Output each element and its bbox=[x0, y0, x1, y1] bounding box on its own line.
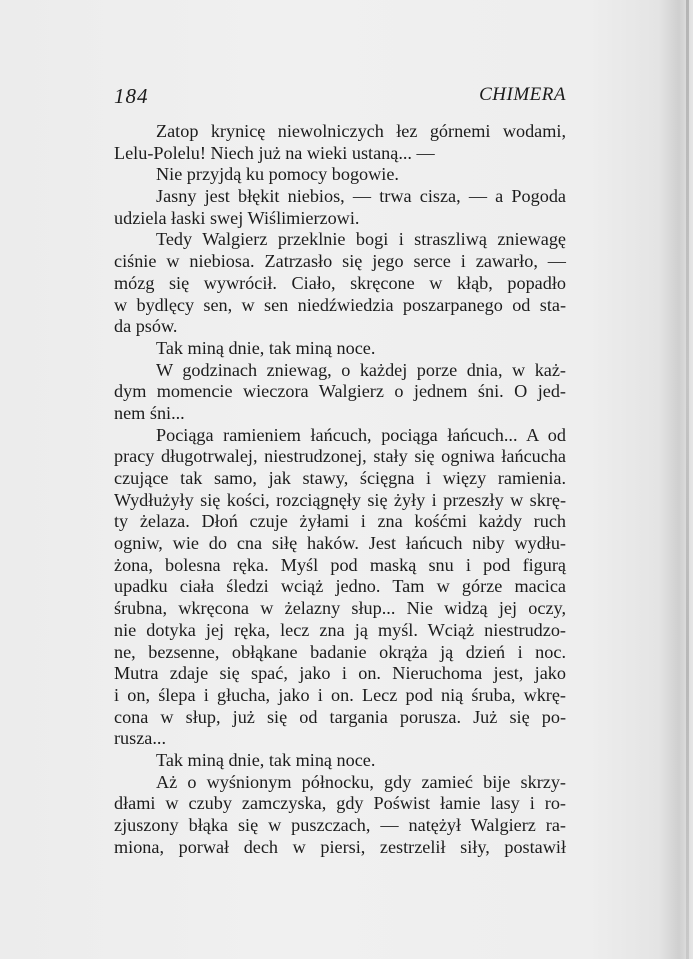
text-line: Wydłużyły się kości, rozciągnęły się żyły i przeszły w skrę- bbox=[114, 489, 566, 510]
text-line: miona, porwał dech w piersi, zestrzelił siły, postawił bbox=[114, 836, 566, 857]
text-line: w bydlęcy sen, w sen niedźwiedzia poszarpanego od sta- bbox=[114, 294, 566, 315]
text-line: Tedy Walgierz przeklnie bogi i straszliwą zniewagę bbox=[156, 229, 566, 250]
running-title: CHIMERA bbox=[479, 84, 566, 105]
page-edge-shadow bbox=[686, 0, 689, 959]
text-line: Zatop krynicę niewolniczych łez górnemi wodami, bbox=[156, 121, 566, 141]
text-line: ciśnie w niebiosa. Zatrzasło się jego serce i zawarło, — bbox=[114, 251, 566, 272]
text-line: czujące tak samo, jak stawy, ścięgna i więzy ramienia. bbox=[114, 468, 566, 488]
text-line: Tak miną dnie, tak miną noce. bbox=[156, 749, 376, 770]
text-line: mózg się wywrócił. Ciało, skręcone w kłąb, popadło bbox=[114, 272, 566, 293]
text-line: Nie przyjdą ku pomocy bogowie. bbox=[156, 164, 399, 185]
text-line: upadku ciała śledzi wciąż jedno. Tam w górze macica bbox=[114, 576, 566, 597]
text-line: i on, ślepa i głucha, jako i on. Lecz pod nią śruba, wkrę- bbox=[114, 684, 566, 705]
text-line: nem śni... bbox=[114, 402, 185, 423]
text-line: dym momencie wieczora Walgierz o jednem śni. O jed- bbox=[114, 381, 566, 402]
text-line: Tak miną dnie, tak miną noce. bbox=[156, 337, 376, 358]
text-line: ne, bezsenne, obłąkane badanie okrąża ją dzień i noc. bbox=[114, 641, 566, 662]
text-line: żona, bolesna ręka. Myśl pod maską snu i pod figurą bbox=[114, 554, 566, 575]
page-number: 184 bbox=[114, 84, 149, 108]
text-line: Jasny jest błękit niebios, — trwa cisza, — a Pogoda bbox=[156, 186, 566, 207]
text-line: udziela łaski swej Wiślimierzowi. bbox=[114, 207, 360, 228]
text-line: dłami w czuby zamczyska, gdy Poświst łamie lasy i ro- bbox=[114, 793, 566, 814]
text-line: pracy długotrwalej, niestrudzonej, stały się ogniwa łańcucha bbox=[114, 446, 566, 467]
text-line: ty żelaza. Dłoń czuje żyłami i zna kośćmi każdy ruch bbox=[114, 511, 566, 532]
text-line: cona w słup, już się od targania porusza. Już się po- bbox=[114, 706, 566, 727]
text-line: Mutra zdaje się spać, jako i on. Nieruchoma jest, jako bbox=[114, 663, 566, 684]
text-line: rusza... bbox=[114, 728, 167, 749]
text-line: śrubna, wkręcona w żelazny słup... Nie widzą jej oczy, bbox=[114, 598, 566, 619]
text-line: Aż o wyśnionym północku, gdy zamieć bije skrzy- bbox=[156, 771, 566, 792]
text-line: nie dotyka jej ręka, lecz zna ją myśl. Wciąż niestrudzo- bbox=[114, 619, 566, 640]
text-line: W godzinach zniewag, o każdej porze dnia, w każ- bbox=[156, 359, 566, 380]
text-line: Pociąga ramieniem łańcuch, pociąga łańcuch... A od bbox=[156, 424, 566, 445]
running-header bbox=[114, 84, 566, 108]
text-line: da psów. bbox=[114, 316, 178, 337]
text-line: zjuszony błąka się w puszczach, — natężył Walgierz ra- bbox=[114, 815, 566, 835]
body-text bbox=[114, 121, 566, 858]
text-line: Lelu-Polelu! Niech już na wieki ustaną... — bbox=[114, 142, 435, 163]
text-line: ogniw, wie do cna siłę haków. Jest łańcuch niby wydłu- bbox=[114, 533, 566, 554]
